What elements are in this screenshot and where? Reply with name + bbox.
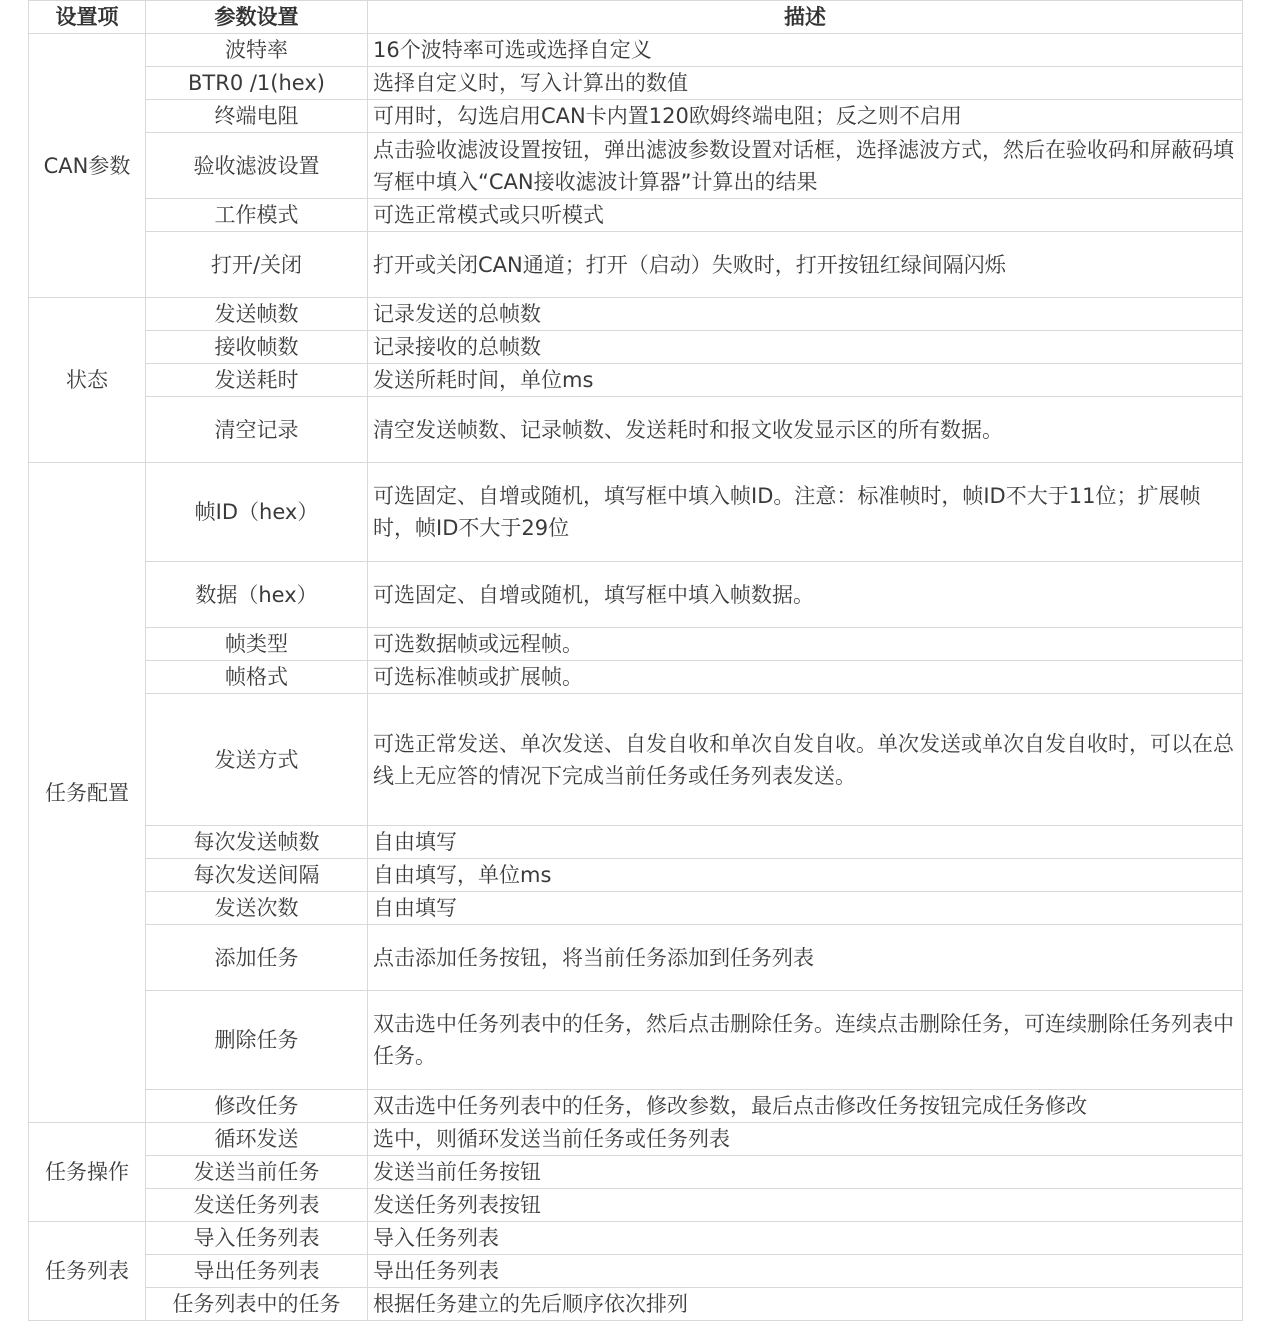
parameter-cell: 修改任务 — [146, 1090, 368, 1123]
description-cell: 可选数据帧或远程帧。 — [368, 628, 1243, 661]
description-cell: 记录接收的总帧数 — [368, 331, 1243, 364]
parameter-table — [28, 0, 1243, 1321]
table-row — [29, 1255, 1243, 1288]
description-cell: 自由填写 — [368, 826, 1243, 859]
parameter-cell: 验收滤波设置 — [146, 133, 368, 199]
table-row — [29, 67, 1243, 100]
table-row — [29, 364, 1243, 397]
table-row — [29, 826, 1243, 859]
table-row — [29, 199, 1243, 232]
description-cell: 可选固定、自增或随机，填写框中填入帧ID。注意：标准帧时，帧ID不大于11位；扩展帧时，帧ID不大于29位 — [368, 463, 1243, 562]
header-parameter: 参数设置 — [146, 1, 368, 34]
table-row — [29, 133, 1243, 199]
description-cell: 自由填写，单位ms — [368, 859, 1243, 892]
parameter-cell: 帧格式 — [146, 661, 368, 694]
table-row — [29, 397, 1243, 463]
description-cell: 可选正常发送、单次发送、自发自收和单次自发自收。单次发送或单次自发自收时，可以在总线上无应答的情况下完成当前任务或任务列表发送。 — [368, 694, 1243, 826]
parameter-cell: 打开/关闭 — [146, 232, 368, 298]
parameter-cell: 添加任务 — [146, 925, 368, 991]
parameter-cell: 帧类型 — [146, 628, 368, 661]
table-row — [29, 1156, 1243, 1189]
table-row — [29, 859, 1243, 892]
table-row — [29, 694, 1243, 826]
parameter-cell: 发送耗时 — [146, 364, 368, 397]
table-row — [29, 463, 1243, 562]
group-cell: CAN参数 — [29, 34, 146, 298]
parameter-cell: 接收帧数 — [146, 331, 368, 364]
description-cell: 导出任务列表 — [368, 1255, 1243, 1288]
description-cell: 发送所耗时间，单位ms — [368, 364, 1243, 397]
description-cell: 根据任务建立的先后顺序依次排列 — [368, 1288, 1243, 1321]
parameter-cell: 导出任务列表 — [146, 1255, 368, 1288]
parameter-cell: 发送任务列表 — [146, 1189, 368, 1222]
parameter-cell: 发送帧数 — [146, 298, 368, 331]
description-cell: 双击选中任务列表中的任务，然后点击删除任务。连续点击删除任务，可连续删除任务列表中任务。 — [368, 991, 1243, 1090]
table-row — [29, 1222, 1243, 1255]
table-row — [29, 628, 1243, 661]
description-cell: 双击选中任务列表中的任务，修改参数，最后点击修改任务按钮完成任务修改 — [368, 1090, 1243, 1123]
table-row — [29, 100, 1243, 133]
parameter-cell: 发送方式 — [146, 694, 368, 826]
header-setting-item: 设置项 — [29, 1, 146, 34]
table-row — [29, 661, 1243, 694]
parameter-cell: 每次发送间隔 — [146, 859, 368, 892]
header-description: 描述 — [368, 1, 1243, 34]
parameter-cell: BTR0 /1(hex) — [146, 67, 368, 100]
description-cell: 打开或关闭CAN通道；打开（启动）失败时，打开按钮红绿间隔闪烁 — [368, 232, 1243, 298]
header-row — [29, 1, 1243, 34]
description-cell: 可选标准帧或扩展帧。 — [368, 661, 1243, 694]
table-row — [29, 1090, 1243, 1123]
description-cell: 发送任务列表按钮 — [368, 1189, 1243, 1222]
description-cell: 记录发送的总帧数 — [368, 298, 1243, 331]
description-cell: 点击验收滤波设置按钮，弹出滤波参数设置对话框，选择滤波方式，然后在验收码和屏蔽码填写框中填入“CAN接收滤波计算器”计算出的结果 — [368, 133, 1243, 199]
table-body — [29, 34, 1243, 1321]
parameter-cell: 循环发送 — [146, 1123, 368, 1156]
table-row — [29, 1288, 1243, 1321]
table-row — [29, 331, 1243, 364]
table-row — [29, 34, 1243, 67]
parameter-cell: 工作模式 — [146, 199, 368, 232]
description-cell: 导入任务列表 — [368, 1222, 1243, 1255]
parameter-cell: 每次发送帧数 — [146, 826, 368, 859]
parameter-cell: 导入任务列表 — [146, 1222, 368, 1255]
table-row — [29, 925, 1243, 991]
parameter-cell: 任务列表中的任务 — [146, 1288, 368, 1321]
parameter-cell: 数据（hex） — [146, 562, 368, 628]
group-cell: 状态 — [29, 298, 146, 463]
parameter-cell: 帧ID（hex） — [146, 463, 368, 562]
table-row — [29, 991, 1243, 1090]
description-cell: 选中，则循环发送当前任务或任务列表 — [368, 1123, 1243, 1156]
parameter-cell: 发送次数 — [146, 892, 368, 925]
parameter-cell: 终端电阻 — [146, 100, 368, 133]
table-row — [29, 1123, 1243, 1156]
description-cell: 可选固定、自增或随机，填写框中填入帧数据。 — [368, 562, 1243, 628]
description-cell: 选择自定义时，写入计算出的数值 — [368, 67, 1243, 100]
parameter-cell: 清空记录 — [146, 397, 368, 463]
parameter-cell: 删除任务 — [146, 991, 368, 1090]
description-cell: 可用时，勾选启用CAN卡内置120欧姆终端电阻；反之则不启用 — [368, 100, 1243, 133]
description-cell: 点击添加任务按钮，将当前任务添加到任务列表 — [368, 925, 1243, 991]
description-cell: 清空发送帧数、记录帧数、发送耗时和报文收发显示区的所有数据。 — [368, 397, 1243, 463]
description-cell: 自由填写 — [368, 892, 1243, 925]
group-cell: 任务操作 — [29, 1123, 146, 1222]
parameter-cell: 波特率 — [146, 34, 368, 67]
table-row — [29, 562, 1243, 628]
description-cell: 可选正常模式或只听模式 — [368, 199, 1243, 232]
table-row — [29, 232, 1243, 298]
description-cell: 16个波特率可选或选择自定义 — [368, 34, 1243, 67]
table-row — [29, 298, 1243, 331]
table-row — [29, 1189, 1243, 1222]
group-cell: 任务列表 — [29, 1222, 146, 1321]
table-row — [29, 892, 1243, 925]
group-cell: 任务配置 — [29, 463, 146, 1123]
description-cell: 发送当前任务按钮 — [368, 1156, 1243, 1189]
parameter-cell: 发送当前任务 — [146, 1156, 368, 1189]
